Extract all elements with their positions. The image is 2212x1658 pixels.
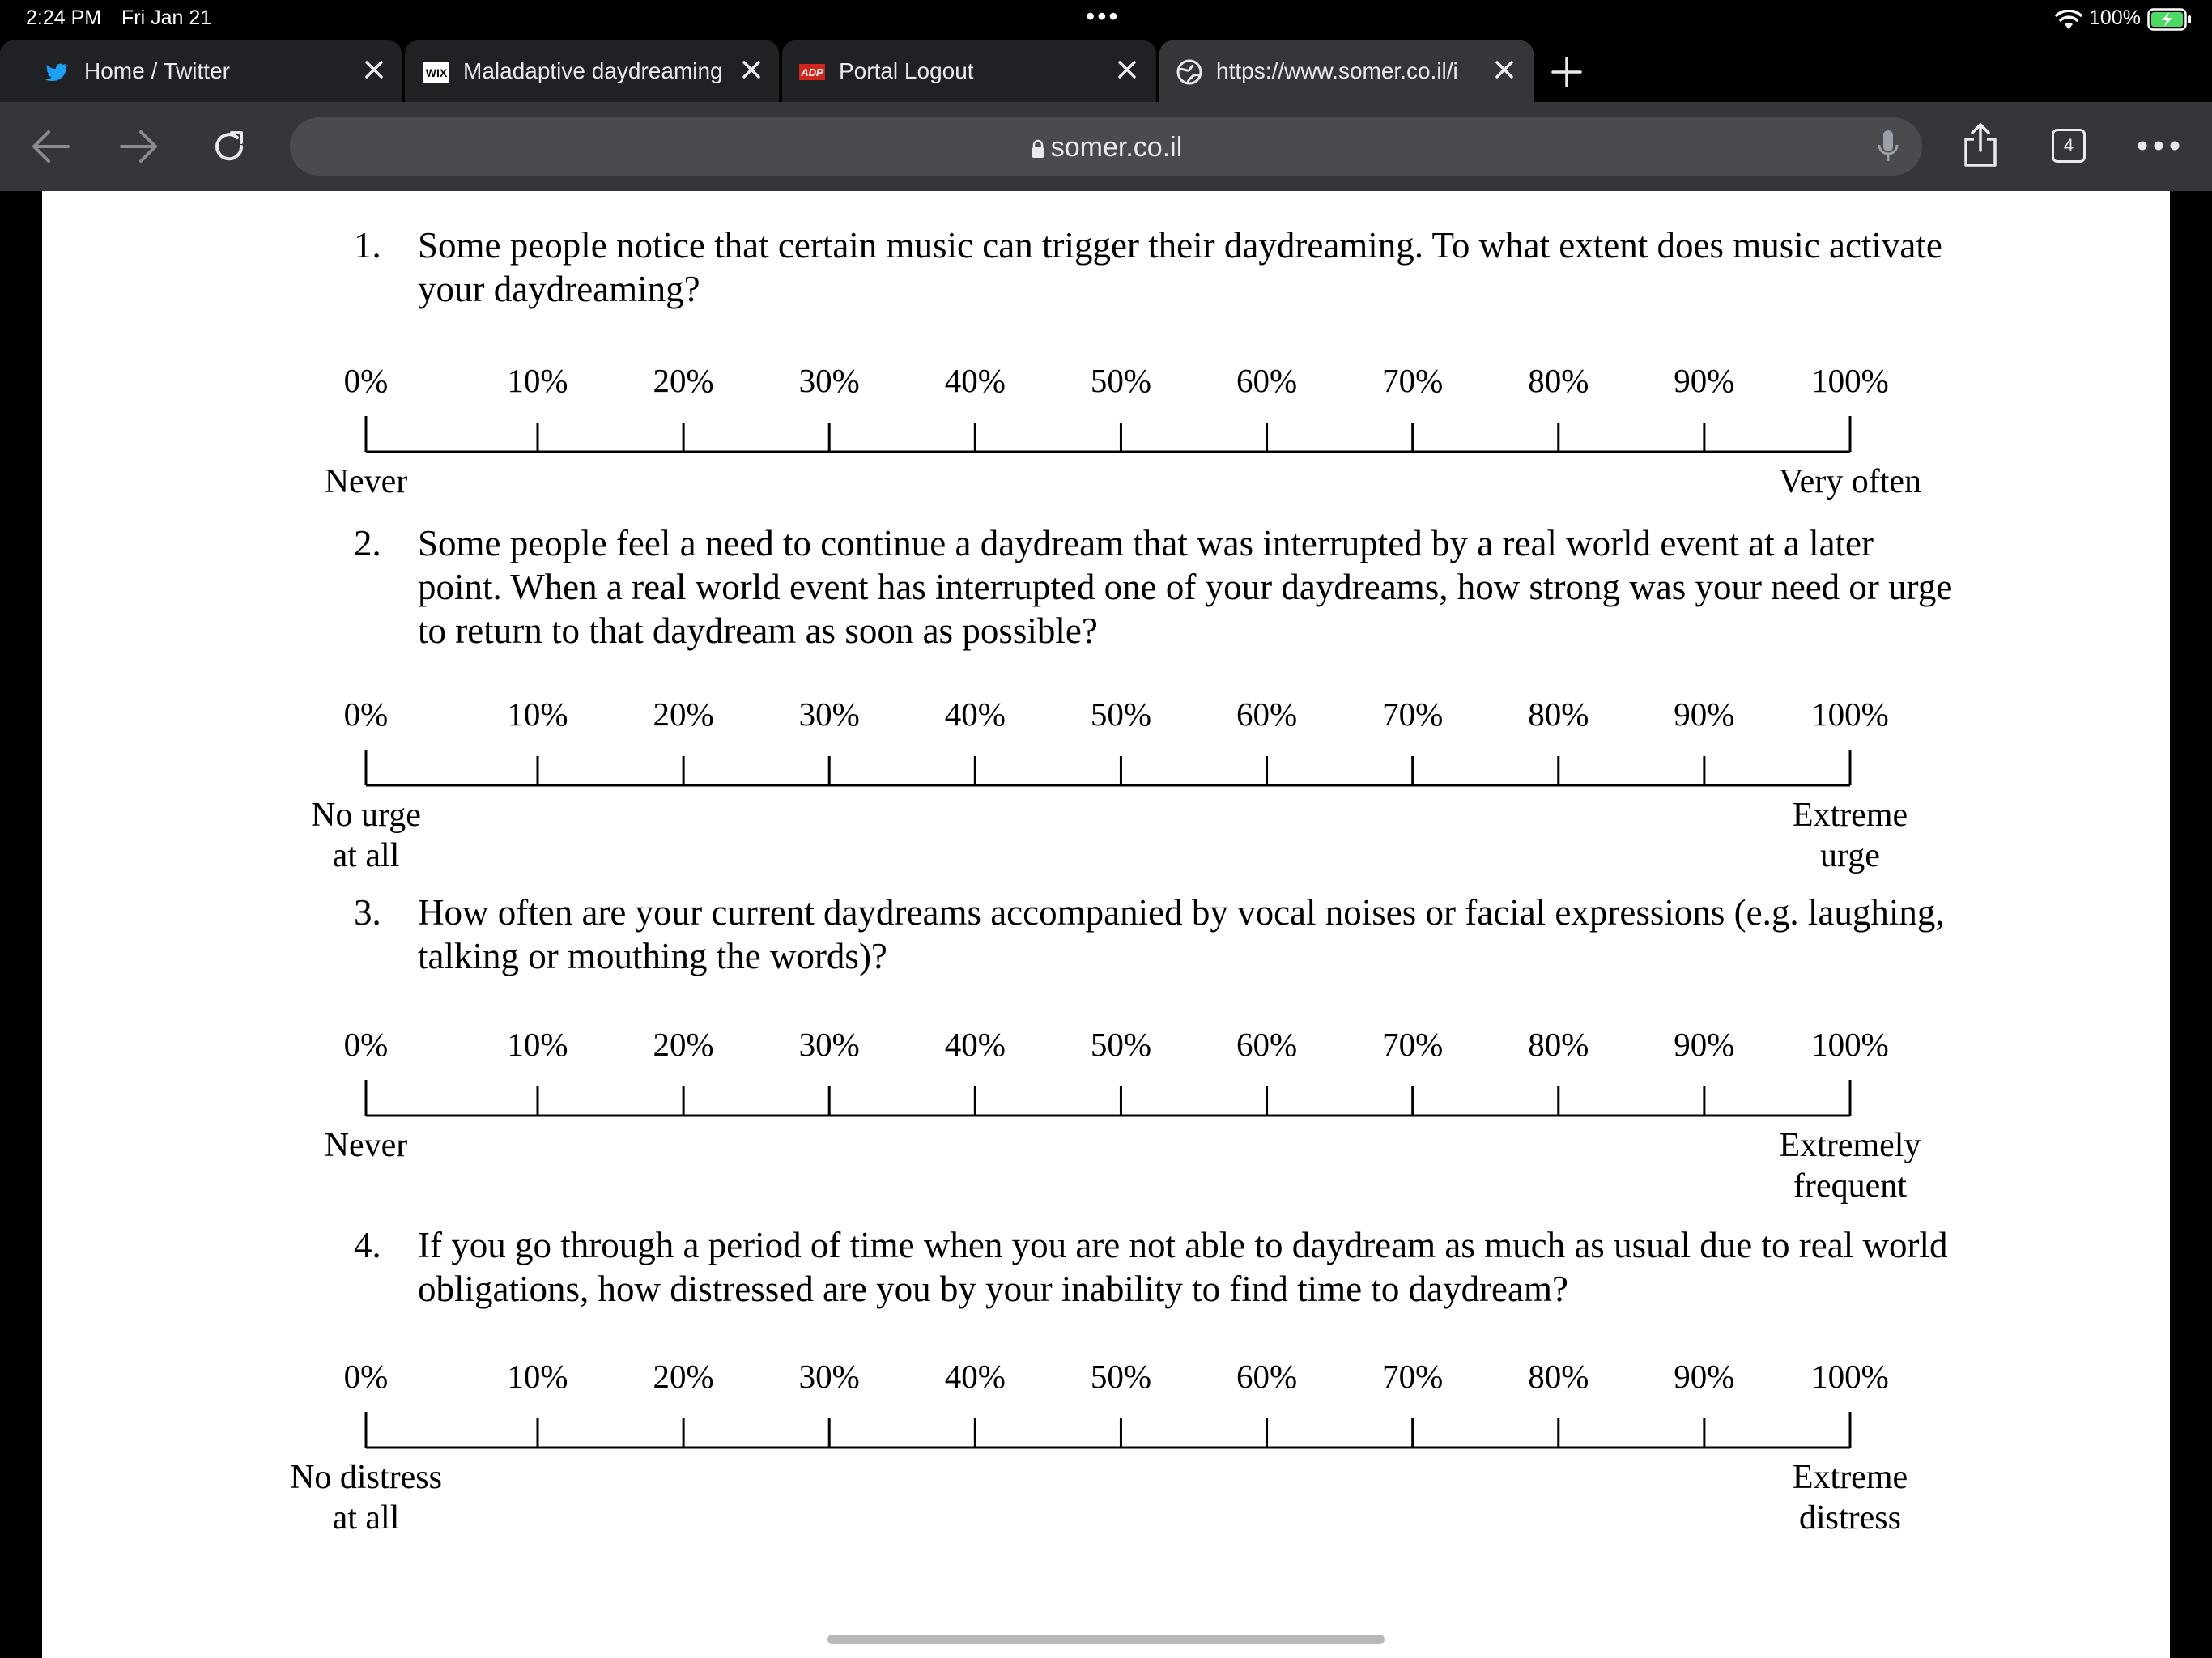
- scale-tick-label: 100%: [1811, 1358, 1889, 1395]
- scale-tick-label: 20%: [653, 695, 714, 733]
- scale-tick-label: 80%: [1528, 362, 1589, 399]
- home-indicator[interactable]: [827, 1635, 1385, 1644]
- scale-tick-label: 70%: [1382, 1358, 1444, 1395]
- scale-tick-label: 80%: [1528, 1358, 1589, 1395]
- multitasking-dots-icon[interactable]: •••: [1086, 2, 1121, 31]
- tab-somer[interactable]: [1159, 40, 1534, 102]
- reload-icon[interactable]: [209, 126, 249, 167]
- scale-tick-label: 30%: [798, 1358, 860, 1395]
- adp-icon: [798, 58, 826, 86]
- scale-tick-label: 40%: [944, 362, 1006, 399]
- tab-title: https://www.somer.co.il/i: [1216, 58, 1458, 83]
- anchor-line: No distress: [290, 1459, 442, 1496]
- scale-tick-label: 0%: [343, 362, 389, 399]
- scale-tick-label: 60%: [1236, 1026, 1298, 1063]
- scale-tick-label: 40%: [944, 1026, 1006, 1063]
- scale-tick-label: 50%: [1090, 362, 1152, 399]
- wifi-icon: [2055, 10, 2082, 31]
- tab-bar: [0, 39, 2212, 102]
- toolbar: [0, 102, 2212, 191]
- tab-switcher-button[interactable]: 4: [2052, 129, 2086, 163]
- scale-high-anchor: [1793, 1457, 1908, 1538]
- scale-tick-label: 80%: [1528, 695, 1589, 733]
- anchor-line: distress: [1798, 1499, 1901, 1537]
- anchor-line: Never: [324, 463, 408, 500]
- scale-tick-label: 0%: [343, 1026, 389, 1063]
- scale-tick-label: 90%: [1674, 695, 1735, 733]
- scale-tick-label: 40%: [944, 695, 1006, 733]
- svg-text:ADP: ADP: [801, 66, 823, 79]
- close-tab-icon[interactable]: [358, 53, 390, 86]
- back-arrow-icon[interactable]: [29, 127, 71, 166]
- anchor-line: No urge: [311, 797, 421, 834]
- scale-tick-label: 70%: [1382, 362, 1444, 399]
- anchor-line: Extreme: [1792, 1459, 1908, 1496]
- scale-line[interactable]: [42, 1073, 2170, 1122]
- scale-tick-label: 50%: [1090, 1026, 1152, 1063]
- url-display: [290, 132, 1922, 164]
- forward-arrow-icon[interactable]: [118, 127, 160, 166]
- scale-tick-label: 60%: [1236, 1358, 1298, 1395]
- question-number: 1.: [354, 225, 381, 266]
- scale-tick-label: 60%: [1236, 362, 1298, 399]
- address-bar[interactable]: [290, 117, 1922, 176]
- scale-tick-label: 70%: [1382, 1026, 1444, 1063]
- anchor-line: Never: [324, 1127, 408, 1164]
- globe-icon: [1176, 58, 1203, 86]
- scale-line[interactable]: [42, 743, 2170, 792]
- new-tab-plus-icon[interactable]: [1548, 53, 1585, 91]
- scale-tick-label: 10%: [507, 1358, 568, 1395]
- scale-low-anchor: [290, 1457, 442, 1538]
- scale-low-anchor: [325, 461, 408, 502]
- scale-tick-label: 90%: [1674, 1358, 1735, 1395]
- question-text: Some people notice that certain music can trigger their daydreaming. To what extent does music activate your daydreaming?: [418, 225, 1942, 309]
- scale-tick-label: 20%: [653, 1026, 714, 1063]
- scale-tick-label: 90%: [1674, 1026, 1735, 1063]
- status-time: 2:24 PM: [26, 6, 102, 29]
- question-number: 2.: [354, 523, 381, 563]
- scale-tick-label: 80%: [1528, 1026, 1589, 1063]
- scale-tick-label: 100%: [1811, 362, 1889, 399]
- microphone-icon[interactable]: [1877, 129, 1899, 164]
- anchor-line: frequent: [1793, 1167, 1907, 1205]
- scale-low-anchor: [311, 795, 421, 876]
- anchor-line: urge: [1820, 837, 1880, 874]
- anchor-line: at all: [332, 1499, 400, 1537]
- scale-high-anchor: [1793, 795, 1908, 876]
- scale-tick-label: 20%: [653, 362, 714, 399]
- close-tab-icon[interactable]: [1111, 53, 1143, 86]
- scale-tick-label: 60%: [1236, 695, 1298, 733]
- status-date: Fri Jan 21: [121, 6, 212, 29]
- scale-low-anchor: [325, 1125, 408, 1166]
- scale-tick-label: 0%: [343, 695, 389, 733]
- scale-tick-label: 50%: [1090, 695, 1152, 733]
- svg-text:WIX: WIX: [425, 66, 448, 79]
- scale-tick-label: 10%: [507, 1026, 568, 1063]
- scale-tick-label: 100%: [1811, 695, 1889, 733]
- url-text: somer.co.il: [1050, 132, 1183, 163]
- scale-tick-label: 30%: [798, 695, 860, 733]
- scale-high-anchor: [1779, 461, 1921, 502]
- scale-tick-label: 20%: [653, 1358, 714, 1395]
- tab-title: Home / Twitter: [84, 58, 230, 83]
- scale-tick-label: 30%: [798, 1026, 860, 1063]
- twitter-bird-icon: [44, 58, 71, 86]
- anchor-line: at all: [332, 837, 400, 874]
- anchor-line: Very often: [1778, 463, 1922, 500]
- scale-tick-label: 90%: [1674, 362, 1735, 399]
- scale-tick-label: 40%: [944, 1358, 1006, 1395]
- status-bar: [0, 0, 2212, 39]
- scale-tick-label: 50%: [1090, 1358, 1152, 1395]
- question-text: Some people feel a need to continue a daydream that was interrupted by a real world event at a later point. When a real world event has interrupted one of your daydreams, how strong was your need or urge to return to that daydream as soon as possible?: [418, 523, 1953, 651]
- battery-charging-icon: [2147, 8, 2193, 31]
- scale-line[interactable]: [42, 410, 2170, 458]
- scale-tick-label: 100%: [1811, 1026, 1889, 1063]
- tab-maladaptive-daydreaming[interactable]: [405, 40, 779, 102]
- scale-line[interactable]: [42, 1405, 2170, 1454]
- scale-tick-label: 0%: [343, 1358, 389, 1395]
- scale-tick-label: 30%: [798, 362, 860, 399]
- scale-tick-label: 10%: [507, 695, 568, 733]
- tab-title: Maladaptive daydreaming: [463, 58, 723, 83]
- tab-title: Portal Logout: [839, 58, 974, 83]
- tab-home-twitter[interactable]: [0, 40, 402, 102]
- scale-tick-label: 10%: [507, 362, 568, 399]
- tab-portal-logout[interactable]: [782, 40, 1156, 102]
- lock-icon: [1030, 139, 1046, 159]
- question-text: How often are your current daydreams accompanied by vocal noises or facial expressions (e.g. laughing, talking or mouthing the words)?: [418, 892, 1945, 976]
- document-page: [42, 191, 2170, 1658]
- close-tab-icon[interactable]: [1488, 53, 1521, 86]
- more-menu-icon[interactable]: [2134, 138, 2183, 154]
- question-text: If you go through a period of time when you are not able to daydream as much as usual due to real world obligations, how distressed are you by your inability to find time to daydream?: [418, 1225, 1948, 1309]
- share-icon[interactable]: [1963, 121, 1998, 168]
- question-number: 3.: [354, 892, 381, 933]
- battery-percentage: 100%: [2089, 6, 2141, 29]
- close-tab-icon[interactable]: [735, 53, 768, 86]
- scale-tick-label: 70%: [1382, 695, 1444, 733]
- anchor-line: Extreme: [1792, 797, 1908, 834]
- anchor-line: Extremely: [1779, 1127, 1921, 1164]
- scale-high-anchor: [1780, 1125, 1921, 1206]
- wix-icon: [423, 58, 450, 86]
- question-number: 4.: [354, 1225, 381, 1265]
